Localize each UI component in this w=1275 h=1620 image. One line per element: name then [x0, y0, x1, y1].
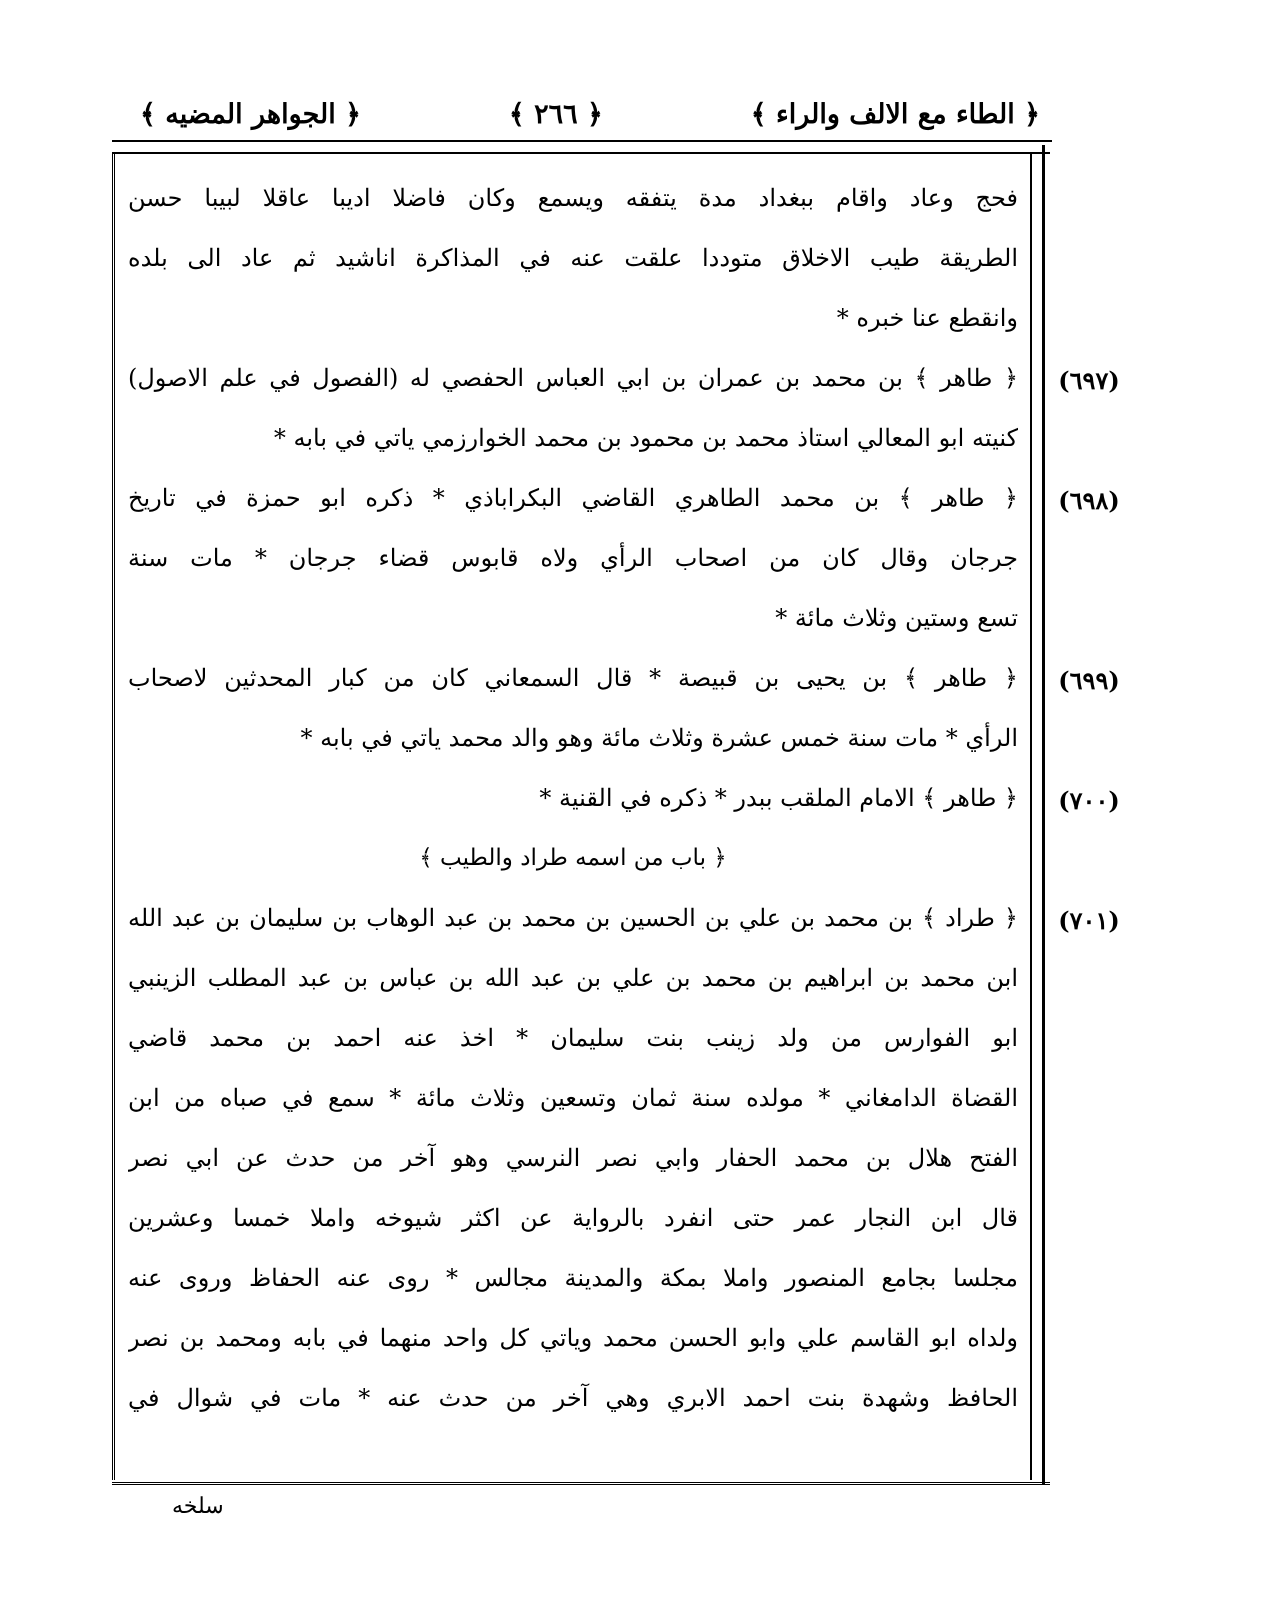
text-line: تسع وستين وثلاث مائة * — [775, 604, 1018, 632]
catchword: سلخه — [172, 1494, 224, 1519]
entry-number: (٦٩٧) — [1058, 366, 1120, 395]
text-line: مجلسا بجامع المنصور واملا بمكة والمدينة مجالس * روى عنه الحفاظ وروى عنه — [128, 1264, 1018, 1292]
text-line: قال ابن النجار عمر حتى انفرد بالرواية عن اكثر شيوخه واملا خمسا وعشرين — [128, 1204, 1018, 1232]
entry-number: (٦٩٩) — [1058, 666, 1120, 695]
frame-left-border — [112, 152, 115, 1480]
text-line: القضاة الدامغاني * مولده سنة ثمان وتسعين وثلاث مائة * سمع في صباه من ابن — [128, 1084, 1018, 1112]
text-line: وانقطع عنا خبره * — [836, 304, 1018, 332]
text-line: ﴿ طاهر ﴾ بن محمد الطاهري القاضي البكراباذي * ذكره ابو حمزة في تاريخ — [128, 484, 1018, 512]
text-line: ﴿ طراد ﴾ بن محمد بن علي بن الحسين بن محمد بن عبد الوهاب بن سليمان بن عبد الله — [128, 904, 1018, 932]
text-line: جرجان وقال كان من اصحاب الرأي ولاه قابوس قضاء جرجان * مات سنة — [128, 544, 1018, 572]
text-line: ابو الفوارس من ولد زينب بنت سليمان * اخذ عنه احمد بن محمد قاضي — [128, 1024, 1018, 1052]
text-line: فحج وعاد واقام ببغداد مدة يتفقه ويسمع وكان فاضلا اديبا عاقلا لبيبا حسن — [128, 184, 1018, 212]
text-line: الحافظ وشهدة بنت احمد الابري وهي آخر من حدث عنه * مات في شوال في — [128, 1384, 1018, 1412]
body-text — [128, 168, 1018, 1428]
text-line: كنيته ابو المعالي استاذ محمد بن محمود بن محمد الخوارزمي ياتي في بابه * — [273, 424, 1018, 452]
header-section-title: ﴿ الطاء مع الالف والراء ﴾ — [750, 98, 1040, 130]
text-line: ﴿ طاهر ﴾ بن يحيى بن قبيصة * قال السمعاني كان من كبار المحدثين لاصحاب — [128, 664, 1018, 692]
chapter-heading: ﴿ باب من اسمه طراد والطيب ﴾ — [419, 845, 727, 871]
frame-outer-border — [1042, 145, 1045, 1485]
running-header — [140, 92, 1040, 136]
frame-inner-border — [1030, 152, 1032, 1480]
entry-number: (٧٠١) — [1058, 906, 1120, 935]
text-line: ﴿ طاهر ﴾ بن محمد بن عمران بن ابي العباس الحفصي له (الفصول في علم الاصول) — [128, 364, 1018, 392]
text-line: الرأي * مات سنة خمس عشرة وثلاث مائة وهو والد محمد ياتي في بابه * — [300, 724, 1018, 752]
text-line: الطريقة طيب الاخلاق متوددا علقت عنه في المذاكرة اناشيد ثم عاد الى بلده — [128, 244, 1018, 272]
entry-number: (٦٩٨) — [1058, 486, 1120, 515]
header-book-title: ﴿ الجواهر المضيه ﴾ — [140, 98, 361, 130]
text-line: ولداه ابو القاسم علي وابو الحسن محمد وياتي كل واحد منهما في بابه ومحمد بن نصر — [128, 1324, 1018, 1352]
text-line: الفتح هلال بن محمد الحفار وابي نصر النرسي وهو آخر من حدث عن ابي نصر — [128, 1144, 1018, 1172]
header-rule — [112, 140, 1052, 142]
text-line: ابن محمد بن ابراهيم بن محمد بن علي بن عبد الله بن عباس بن عبد المطلب الزينبي — [128, 964, 1018, 992]
text-line: ﴿ طاهر ﴾ الامام الملقب ببدر * ذكره في القنية * — [539, 784, 1018, 812]
page-number: ﴿ ٢٦٦ ﴾ — [508, 98, 603, 130]
entry-number: (٧٠٠) — [1058, 786, 1120, 815]
